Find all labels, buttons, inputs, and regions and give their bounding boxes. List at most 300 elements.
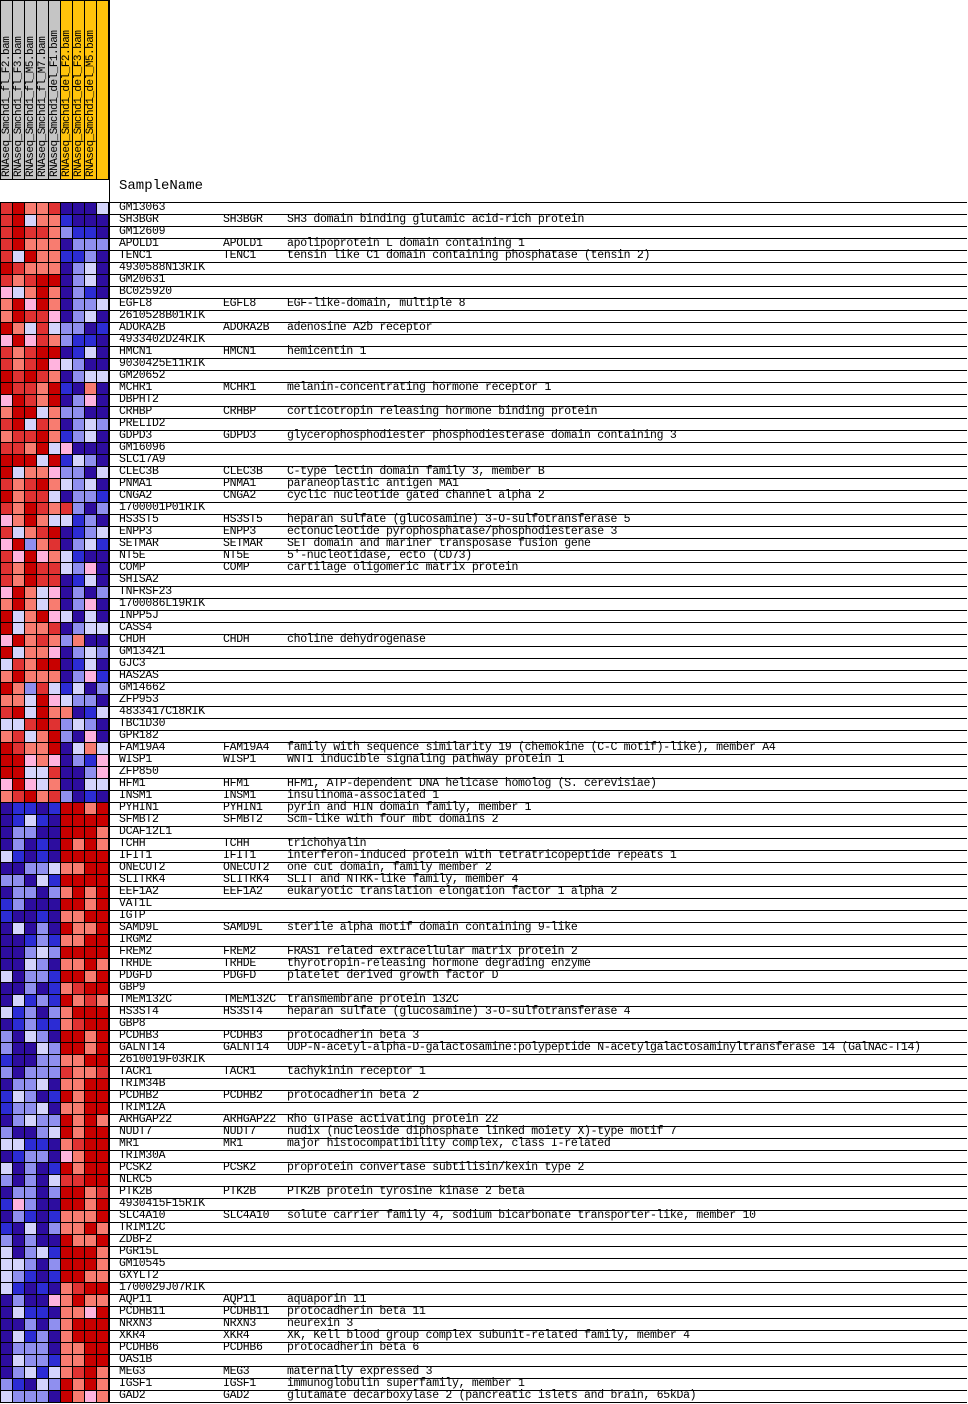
heatmap-cell <box>13 647 24 658</box>
gene-id: SHISA2 <box>119 573 159 586</box>
gene-id: APOLD1 <box>119 237 159 250</box>
heatmap-cell <box>61 707 72 718</box>
gene-symbol: HS3ST5 <box>223 513 263 526</box>
heatmap-cell <box>25 803 36 814</box>
heatmap-cell <box>49 947 60 958</box>
gene-row <box>110 431 967 443</box>
heatmap-cell <box>13 1247 24 1258</box>
heatmap-cell <box>61 407 72 418</box>
heatmap-cell <box>1 659 12 670</box>
gene-id: DBPHT2 <box>119 393 159 406</box>
heatmap-cell <box>97 1163 108 1174</box>
heatmap-cell <box>1 347 12 358</box>
heatmap-cell <box>73 623 84 634</box>
heatmap-cell <box>37 407 48 418</box>
heatmap-cell <box>25 1187 36 1198</box>
gene-description: neurexin 3 <box>287 1317 354 1330</box>
heatmap-cell <box>61 299 72 310</box>
gene-symbol: TACR1 <box>223 1065 257 1078</box>
heatmap-cell <box>49 1379 60 1390</box>
heatmap-cell <box>73 1031 84 1042</box>
heatmap-cell <box>13 287 24 298</box>
heatmap-cell <box>49 1019 60 1030</box>
heatmap-cell <box>1 215 12 226</box>
heatmap-cell <box>37 1343 48 1354</box>
gene-id: PCDHB3 <box>119 1029 159 1042</box>
heatmap-cell <box>61 203 72 214</box>
heatmap-cell <box>49 1103 60 1114</box>
gene-row <box>110 275 967 287</box>
heatmap-cell <box>49 911 60 922</box>
gene-symbol: ONECUT2 <box>223 861 270 874</box>
heatmap-cell <box>61 1031 72 1042</box>
heatmap-cell <box>25 935 36 946</box>
heatmap-cell <box>13 959 24 970</box>
heatmap-cell <box>37 587 48 598</box>
heatmap-cell <box>37 299 48 310</box>
heatmap-cell <box>73 983 84 994</box>
heatmap-cell <box>85 911 96 922</box>
heatmap-cell <box>13 755 24 766</box>
sample-name-label: SampleName <box>119 178 204 194</box>
heatmap-cell <box>61 959 72 970</box>
gene-description: C-type lectin domain family 3, member B <box>287 465 545 478</box>
heatmap-cell <box>25 815 36 826</box>
gene-id: EGFL8 <box>119 297 153 310</box>
gene-id: 4933402D24RIK <box>119 333 205 346</box>
gene-id: GDPD3 <box>119 429 153 442</box>
heatmap-cell <box>85 515 96 526</box>
heatmap-cell <box>85 443 96 454</box>
gene-id: GALNT14 <box>119 1041 166 1054</box>
heatmap-cell <box>37 551 48 562</box>
heatmap-cell <box>1 875 12 886</box>
heatmap-cell <box>25 263 36 274</box>
heatmap-cell <box>97 803 108 814</box>
heatmap-cell <box>25 503 36 514</box>
heatmap-cell <box>97 1043 108 1054</box>
gene-id: 1700086L19RIK <box>119 597 205 610</box>
heatmap-cell <box>61 1343 72 1354</box>
heatmap-cell <box>61 983 72 994</box>
gene-row <box>110 1139 967 1151</box>
heatmap-cell <box>1 1139 12 1150</box>
heatmap-cell <box>85 743 96 754</box>
heatmap-cell <box>49 203 60 214</box>
gene-id: TCHH <box>119 837 146 850</box>
heatmap-cell <box>37 371 48 382</box>
heatmap-cell <box>85 1151 96 1162</box>
heatmap-cell <box>25 755 36 766</box>
heatmap-cell <box>61 1079 72 1090</box>
heatmap-cell <box>37 395 48 406</box>
gene-symbol: PCDHB11 <box>223 1305 270 1318</box>
gene-row <box>110 611 967 623</box>
heatmap-cell <box>97 1367 108 1378</box>
heatmap-cell <box>37 239 48 250</box>
gene-row <box>110 323 967 335</box>
heatmap-cell <box>13 503 24 514</box>
heatmap-cell <box>13 1163 24 1174</box>
heatmap-cell <box>73 1259 84 1270</box>
gene-row <box>110 815 967 827</box>
sample-column-header <box>85 1 108 179</box>
heatmap-cell <box>97 791 108 802</box>
heatmap-cell <box>13 599 24 610</box>
heatmap-cell <box>1 299 12 310</box>
heatmap-cell <box>25 1151 36 1162</box>
heatmap-cell <box>49 899 60 910</box>
heatmap-cell <box>85 1019 96 1030</box>
heatmap-cell <box>25 731 36 742</box>
heatmap-cell <box>49 515 60 526</box>
gene-description: cartilage oligomeric matrix protein <box>287 561 519 574</box>
heatmap-cell <box>61 599 72 610</box>
heatmap-cell <box>61 611 72 622</box>
heatmap-cell <box>49 311 60 322</box>
heatmap-cell <box>97 359 108 370</box>
heatmap-cell <box>49 443 60 454</box>
heatmap-cell <box>1 407 12 418</box>
gene-row <box>110 1211 967 1223</box>
heatmap-cell <box>25 1199 36 1210</box>
heatmap-cell <box>85 551 96 562</box>
heatmap-cell <box>25 611 36 622</box>
gene-id: 1700029J07RIK <box>119 1281 205 1294</box>
heatmap-cell <box>13 671 24 682</box>
heatmap-cell <box>37 1319 48 1330</box>
heatmap-cell <box>13 635 24 646</box>
gene-id: OAS1B <box>119 1353 153 1366</box>
heatmap-cell <box>97 1355 108 1366</box>
heatmap-cell <box>85 1307 96 1318</box>
gene-symbol: GAD2 <box>223 1389 250 1402</box>
gene-row <box>110 299 967 311</box>
heatmap-cell <box>73 707 84 718</box>
heatmap-cell <box>37 335 48 346</box>
heatmap-cell <box>61 1007 72 1018</box>
heatmap-cell <box>85 395 96 406</box>
heatmap-cell <box>49 1175 60 1186</box>
heatmap-cell <box>73 875 84 886</box>
heatmap-cell <box>85 1355 96 1366</box>
heatmap-cell <box>73 287 84 298</box>
heatmap-cell <box>73 839 84 850</box>
heatmap-cell <box>49 575 60 586</box>
heatmap-cell <box>61 647 72 658</box>
heatmap-cell <box>97 287 108 298</box>
heatmap-cell <box>1 791 12 802</box>
gene-symbol: PTK2B <box>223 1185 257 1198</box>
heatmap-cell <box>73 611 84 622</box>
heatmap-cell <box>37 659 48 670</box>
gene-description: insulinoma-associated 1 <box>287 789 439 802</box>
gene-description: cyclic nucleotide gated channel alpha 2 <box>287 489 545 502</box>
gene-id: PTK2B <box>119 1185 153 1198</box>
heatmap-cell <box>61 1187 72 1198</box>
heatmap-cell <box>13 1355 24 1366</box>
heatmap-cell <box>73 239 84 250</box>
heatmap-cell <box>97 383 108 394</box>
heatmap-cell <box>37 1283 48 1294</box>
heatmap-cell <box>1 1091 12 1102</box>
gene-symbol: COMP <box>223 561 250 574</box>
heatmap-cell <box>85 1379 96 1390</box>
heatmap-cell <box>13 1223 24 1234</box>
heatmap-cell <box>1 287 12 298</box>
heatmap-cell <box>85 1211 96 1222</box>
heatmap-cell <box>97 1331 108 1342</box>
heatmap-cell <box>13 1199 24 1210</box>
heatmap-cell <box>61 803 72 814</box>
gene-symbol: HMCN1 <box>223 345 257 358</box>
heatmap-cell <box>97 1391 108 1402</box>
heatmap-cell <box>61 527 72 538</box>
heatmap-cell <box>85 983 96 994</box>
heatmap-cell <box>1 731 12 742</box>
heatmap-cell <box>25 707 36 718</box>
heatmap-cell <box>97 1151 108 1162</box>
heatmap-cell <box>49 971 60 982</box>
gene-row <box>110 1043 967 1055</box>
heatmap-cell <box>97 1067 108 1078</box>
heatmap-cell <box>13 515 24 526</box>
heatmap-cell <box>1 1307 12 1318</box>
gene-id: COMP <box>119 561 146 574</box>
heatmap-cell <box>1 1007 12 1018</box>
heatmap-cell <box>49 539 60 550</box>
gene-description: glycerophosphodiester phosphodiesterase domain containing 3 <box>287 429 677 442</box>
heatmap-cell <box>37 1007 48 1018</box>
heatmap-cell <box>49 1163 60 1174</box>
heatmap-cell <box>85 827 96 838</box>
heatmap-cell <box>49 983 60 994</box>
heatmap-cell <box>25 839 36 850</box>
heatmap-cell <box>13 1379 24 1390</box>
heatmap-cell <box>37 1175 48 1186</box>
heatmap-cell <box>1 359 12 370</box>
heatmap-cell <box>85 371 96 382</box>
heatmap-cell <box>25 299 36 310</box>
heatmap-cell <box>37 899 48 910</box>
heatmap-cell <box>61 323 72 334</box>
heatmap-cell <box>49 587 60 598</box>
heatmap-cell <box>49 1271 60 1282</box>
heatmap-cell <box>37 599 48 610</box>
heatmap-cell <box>85 611 96 622</box>
gene-id: GM20631 <box>119 273 166 286</box>
heatmap-cell <box>37 755 48 766</box>
heatmap-cell <box>13 443 24 454</box>
heatmap-cell <box>49 1211 60 1222</box>
gene-id: MCHR1 <box>119 381 153 394</box>
heatmap-cell <box>61 863 72 874</box>
gene-description: hemicentin 1 <box>287 345 367 358</box>
gene-description: adenosine A2b receptor <box>287 321 433 334</box>
heatmap-cell <box>13 1019 24 1030</box>
heatmap-cell <box>97 1319 108 1330</box>
heatmap-cell <box>13 1079 24 1090</box>
heatmap-cell <box>97 839 108 850</box>
heatmap-cell <box>1 1283 12 1294</box>
gene-description: glutamate decarboxylase 2 (pancreatic islets and brain, 65kDa) <box>287 1389 697 1402</box>
heatmap-cell <box>1 1247 12 1258</box>
heatmap-cell <box>1 959 12 970</box>
heatmap-cell <box>97 227 108 238</box>
heatmap-cell <box>13 1271 24 1282</box>
heatmap-cell <box>97 1199 108 1210</box>
heatmap-cell <box>1 935 12 946</box>
heatmap-cell <box>49 347 60 358</box>
heatmap-cell <box>97 887 108 898</box>
gene-symbol: GALNT14 <box>223 1041 270 1054</box>
heatmap-cell <box>1 863 12 874</box>
heatmap-cell <box>73 443 84 454</box>
heatmap-cell <box>13 695 24 706</box>
heatmap-cell <box>25 851 36 862</box>
gene-row <box>110 635 967 647</box>
heatmap-cell <box>37 1043 48 1054</box>
heatmap-cell <box>1 551 12 562</box>
gene-symbol: CRHBP <box>223 405 257 418</box>
gene-symbol: PCDHB6 <box>223 1341 263 1354</box>
heatmap-cell <box>85 1199 96 1210</box>
heatmap-cell <box>61 479 72 490</box>
heatmap-cell <box>13 707 24 718</box>
heatmap-cell <box>85 599 96 610</box>
heatmap-cell <box>61 1391 72 1402</box>
gene-symbol: ENPP3 <box>223 525 257 538</box>
gene-row <box>110 1391 967 1403</box>
gene-symbol: ARHGAP22 <box>223 1113 276 1126</box>
heatmap-cell <box>97 623 108 634</box>
heatmap-cell <box>25 323 36 334</box>
heatmap-cell <box>85 623 96 634</box>
heatmap-cell <box>1 515 12 526</box>
heatmap-cell <box>49 371 60 382</box>
heatmap-cell <box>49 935 60 946</box>
heatmap-cell <box>49 707 60 718</box>
heatmap-cell <box>97 755 108 766</box>
heatmap-cell <box>13 299 24 310</box>
heatmap-cell <box>25 1271 36 1282</box>
heatmap-cell <box>49 251 60 262</box>
heatmap-cell <box>37 839 48 850</box>
heatmap-cell <box>97 479 108 490</box>
heatmap-cell <box>49 383 60 394</box>
heatmap-cell <box>73 887 84 898</box>
heatmap-cell <box>49 1199 60 1210</box>
heatmap-cell <box>13 1283 24 1294</box>
heatmap-cell <box>73 923 84 934</box>
heatmap-cell <box>25 455 36 466</box>
heatmap-cell <box>1 707 12 718</box>
heatmap-cell <box>97 935 108 946</box>
heatmap-cell <box>73 1235 84 1246</box>
gene-id: GM14662 <box>119 681 166 694</box>
heatmap-cell <box>85 755 96 766</box>
heatmap-cell <box>1 611 12 622</box>
heatmap-cell <box>25 1115 36 1126</box>
heatmap-cell <box>61 1331 72 1342</box>
heatmap-cell <box>61 995 72 1006</box>
heatmap-cell <box>85 671 96 682</box>
heatmap-cell <box>37 1379 48 1390</box>
heatmap-cell <box>61 815 72 826</box>
heatmap-cell <box>1 479 12 490</box>
gene-id: PYHIN1 <box>119 801 159 814</box>
heatmap-cell <box>49 1139 60 1150</box>
heatmap-cell <box>85 719 96 730</box>
heatmap-cell <box>25 1139 36 1150</box>
heatmap-cell <box>25 1367 36 1378</box>
heatmap-cell <box>73 791 84 802</box>
heatmap-cell <box>37 863 48 874</box>
heatmap-cell <box>1 1079 12 1090</box>
heatmap-cell <box>13 239 24 250</box>
heatmap-cell <box>97 1259 108 1270</box>
heatmap-cell <box>1 827 12 838</box>
gene-row <box>110 1343 967 1355</box>
gene-id: PGR15L <box>119 1245 159 1258</box>
heatmap-cell <box>49 1031 60 1042</box>
heatmap-cell <box>25 527 36 538</box>
heatmap-cell <box>85 1007 96 1018</box>
heatmap-cell <box>1 419 12 430</box>
heatmap-cell <box>1 1211 12 1222</box>
heatmap-cell <box>73 299 84 310</box>
gene-id: CNGA2 <box>119 489 153 502</box>
heatmap-cell <box>25 515 36 526</box>
heatmap-cell <box>13 1115 24 1126</box>
gene-row <box>110 587 967 599</box>
gene-symbol: MR1 <box>223 1137 243 1150</box>
gene-description: apolipoprotein L domain containing 1 <box>287 237 525 250</box>
heatmap-cell <box>85 1367 96 1378</box>
gene-row <box>110 695 967 707</box>
heatmap-cell <box>25 683 36 694</box>
heatmap-cell <box>97 371 108 382</box>
heatmap-cell <box>85 1175 96 1186</box>
gene-description: melanin-concentrating hormone receptor 1 <box>287 381 552 394</box>
heatmap-cell <box>49 1367 60 1378</box>
gene-id: CHDH <box>119 633 146 646</box>
gene-symbol: INSM1 <box>223 789 257 802</box>
heatmap-cell <box>61 1295 72 1306</box>
heatmap-cell <box>85 1223 96 1234</box>
heatmap-cell <box>49 1259 60 1270</box>
heatmap-cell <box>49 635 60 646</box>
gene-id: INPP5J <box>119 609 159 622</box>
gene-row <box>110 215 967 227</box>
gene-row <box>110 359 967 371</box>
heatmap-cell <box>37 947 48 958</box>
heatmap-cell <box>97 323 108 334</box>
heatmap-cell <box>73 995 84 1006</box>
heatmap-cell <box>85 1235 96 1246</box>
gene-id: SLC4A10 <box>119 1209 166 1222</box>
heatmap-cell <box>61 431 72 442</box>
heatmap-cell <box>37 431 48 442</box>
heatmap-cell <box>37 671 48 682</box>
gene-symbol: AQP11 <box>223 1293 257 1306</box>
heatmap-cell <box>13 263 24 274</box>
heatmap-cell <box>37 719 48 730</box>
heatmap-cell <box>73 395 84 406</box>
heatmap-cell <box>85 1031 96 1042</box>
gene-description: SET domain and mariner transposase fusion gene <box>287 537 591 550</box>
heatmap-cell <box>13 1043 24 1054</box>
